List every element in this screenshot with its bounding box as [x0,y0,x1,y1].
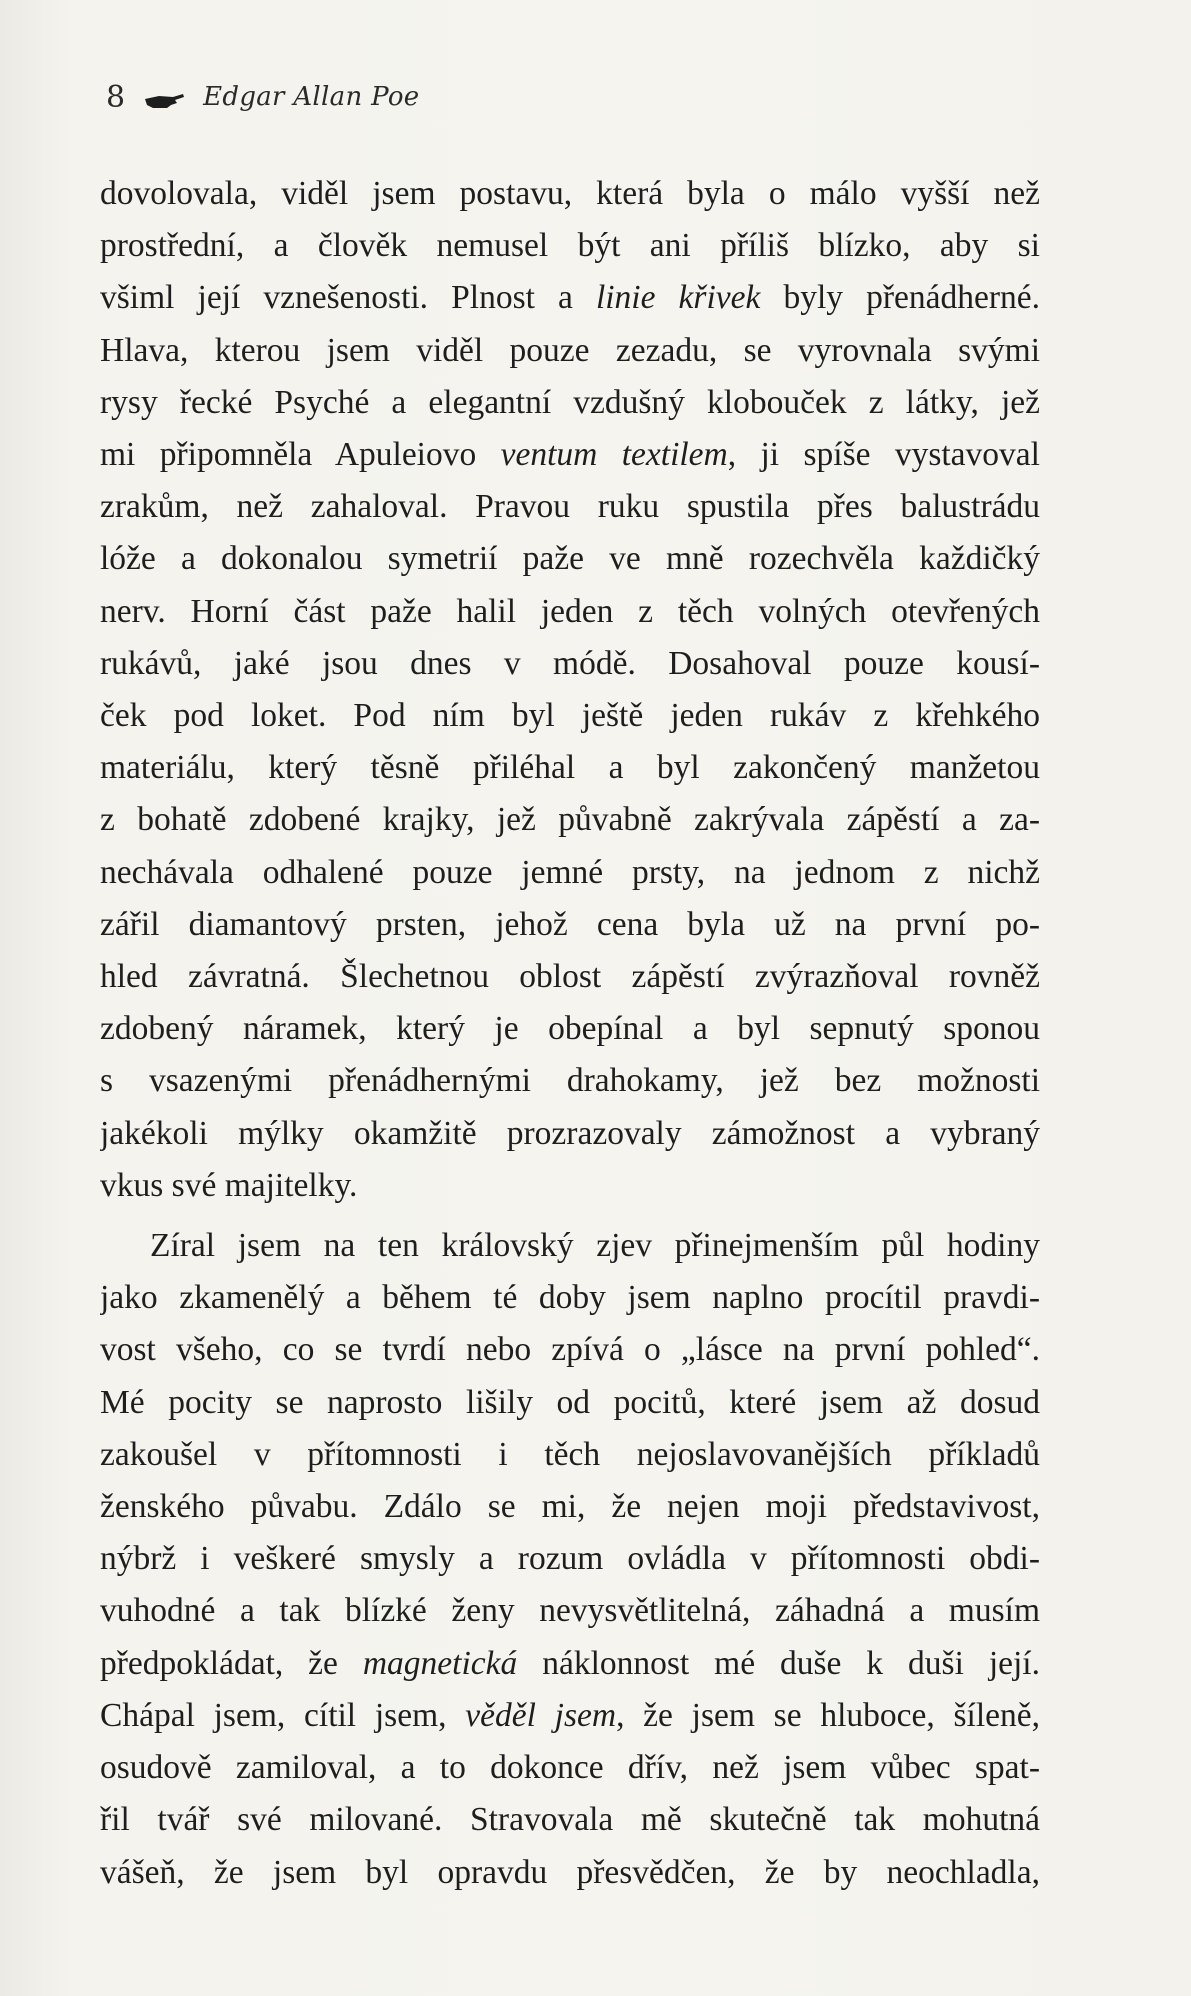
text-line [100,1742,1040,1794]
text-line [100,586,1040,638]
text-line [100,481,1040,533]
text-line [100,1324,1040,1376]
text-line [100,1377,1040,1429]
text-line [100,1055,1040,1107]
text-run: Chápal jsem, cítil jsem, [100,1696,466,1734]
text-line [100,951,1040,1003]
text-run: předpokládat, že [100,1644,363,1682]
text-run: , ji spíše vystavoval [727,436,1040,474]
text-line [100,1272,1040,1324]
text-run: , že jsem se hluboce, šíleně, [616,1696,1040,1734]
italic-run: věděl jsem [465,1696,617,1734]
text-line [100,429,1040,481]
text-run: vášeň, že jsem byl opravdu přesvědčen, že by neochladla, [100,1853,1040,1891]
text-run: Hlava, kterou jsem viděl pouze zezadu, se vyrovnala svými [100,331,1040,369]
text-line [100,533,1040,585]
text-run: jakékoli mýlky okamžitě prozrazovaly zámožnost a vybraný [100,1114,1040,1152]
text-line [100,1585,1040,1637]
text-run: vkus své majitelky. [100,1166,358,1204]
text-run: Mé pocity se naprosto lišily od pocitů, které jsem až dosud [100,1383,1040,1421]
text-line [100,1108,1040,1160]
page-number: 8 [106,79,126,115]
text-run: hled závratná. Šlechetnou oblost zápěstí zvýrazňoval rovněž [100,958,1040,996]
italic-run: ventum textilem [500,436,728,474]
text-line [100,220,1040,272]
text-line [100,1794,1040,1846]
text-run: osudově zamiloval, a to dokonce dřív, než jsem vůbec spat- [100,1749,1040,1787]
text-line [100,1481,1040,1533]
text-line [100,325,1040,377]
text-line [100,1160,1040,1212]
text-line [100,377,1040,429]
running-head [106,72,419,122]
running-head-author: Edgar Allan Poe [203,82,420,112]
text-line [100,638,1040,690]
text-line [100,742,1040,794]
text-line [100,1638,1040,1690]
text-run: s vsazenými přenádhernými drahokamy, jež bez možnosti [100,1062,1040,1100]
paragraph [100,1212,1100,1899]
text-run: náklonnost mé duše k duši její. [517,1644,1040,1682]
text-line [100,1003,1040,1055]
text-run: rysy řecké Psyché a elegantní vzdušný klobouček z látky, jež [100,383,1040,421]
text-line [100,1220,1040,1272]
pointing-hand-icon [143,86,185,108]
text-run: vuhodné a tak blízké ženy nevysvětlitelná, záhadná a musím [100,1592,1040,1630]
text-line [100,690,1040,742]
text-run: zrakům, než zahaloval. Pravou ruku spustila přes balustrádu [100,488,1040,526]
text-run: prostřední, a člověk nemusel být ani příliš blízko, aby si [100,227,1040,265]
italic-run: linie křivek [595,279,761,317]
text-run: nerv. Horní část paže halil jeden z těch volných otevřených [100,592,1040,630]
text-line [100,1429,1040,1481]
paragraph-spacer [100,1212,1100,1220]
text-line [100,899,1040,951]
text-run: materiálu, který těsně přiléhal a byl zakončený manžetou [100,749,1040,787]
text-line [100,272,1040,324]
text-line [100,847,1040,899]
text-run: všiml její vznešenosti. Plnost a [100,279,596,317]
text-run: mi připomněla Apuleiovo [100,436,501,474]
italic-run: magnetická [362,1644,518,1682]
text-run: Zíral jsem na ten královský zjev přinejmenším půl hodiny [150,1227,1040,1265]
text-line [100,1533,1040,1585]
text-run: rukávů, jaké jsou dnes v módě. Dosahoval pouze kousí- [100,644,1040,682]
text-run: z bohatě zdobené krajky, jež půvabně zakrývala zápěstí a za- [100,801,1040,839]
text-run: nechávala odhalené pouze jemné prsty, na jednom z nichž [100,853,1040,891]
text-run: dovolovala, viděl jsem postavu, která byla o málo vyšší než [100,175,1040,212]
text-run: zdobený náramek, který je obepínal a byl sepnutý sponou [100,1010,1040,1048]
text-line [100,1690,1040,1742]
text-run: nýbrž i veškeré smysly a rozum ovládla v přítomnosti obdi- [100,1540,1040,1578]
text-line [100,1847,1040,1899]
text-run: zakoušel v přítomnosti i těch nejoslavovanějších příkladů [100,1435,1040,1473]
text-run: lóže a dokonalou symetrií paže ve mně rozechvěla každičký [100,540,1040,578]
text-run: zářil diamantový prsten, jehož cena byla už na první po- [100,905,1040,943]
paragraph [100,168,1100,1212]
text-run: jako zkamenělý a během té doby jsem naplno procítil pravdi- [100,1279,1040,1317]
body-text [100,168,1100,1899]
text-run: vost všeho, co se tvrdí nebo zpívá o „lásce na první pohled“. [100,1331,1040,1369]
text-run: byly přenádherné. [760,279,1040,317]
text-run: ženského půvabu. Zdálo se mi, že nejen moji představivost, [100,1488,1040,1526]
text-line [100,168,1040,220]
text-run: ček pod loket. Pod ním byl ještě jeden rukáv z křehkého [100,697,1040,735]
text-line [100,794,1040,846]
text-run: řil tvář své milované. Stravovala mě skutečně tak mohutná [100,1801,1040,1839]
